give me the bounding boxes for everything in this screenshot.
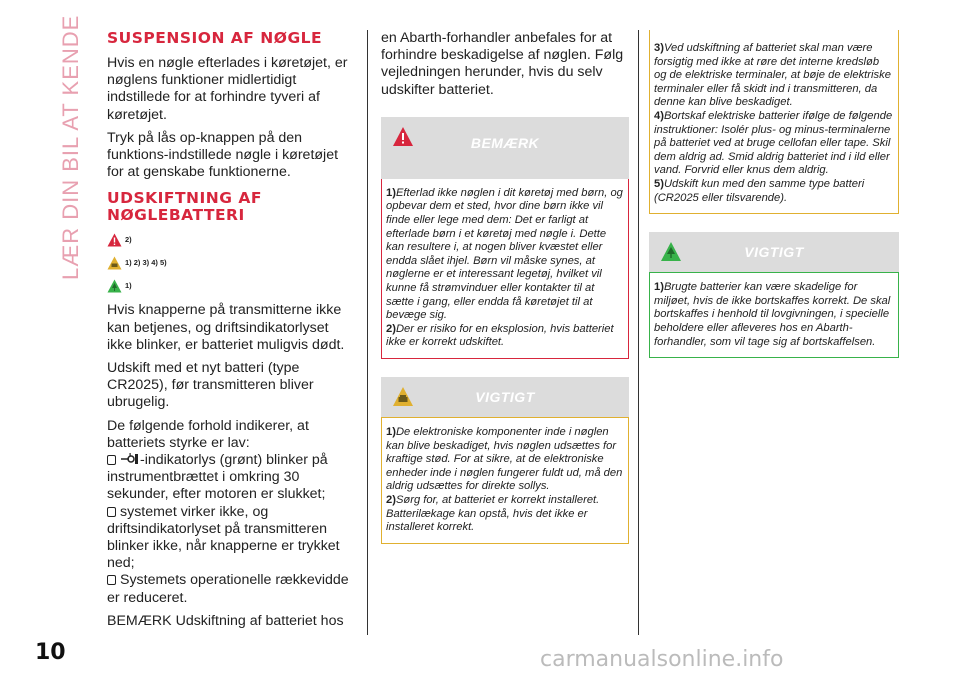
important-box-title: VIGTIGT xyxy=(475,388,535,405)
note-number: 4) xyxy=(654,109,664,122)
note-text: Ved udskiftning af batteriet skal man være forsigtig med ikke at røre det interne kredsløb og de elektriske terminaler, at bøje de elektriske terminaler eller få skidt ind i transmitteren, da denne kan blive beskadiget. xyxy=(654,42,891,109)
note-text: Udskift kun med den samme type batteri (CR2025 eller tilsvarende). xyxy=(654,177,865,204)
reference-numbers: 1) xyxy=(125,281,132,291)
heading-key-suspension: SUSPENSION AF NØGLE xyxy=(107,29,323,47)
note-number: 1) xyxy=(654,281,664,294)
note-item xyxy=(654,178,894,205)
column-divider xyxy=(638,30,639,635)
note-item xyxy=(386,187,624,323)
note-box xyxy=(381,117,629,359)
bullet-box-icon xyxy=(107,575,116,585)
bullet-box-icon xyxy=(107,455,116,465)
note-number: 3) xyxy=(654,42,664,54)
note-box-body xyxy=(381,179,629,359)
environment-box-body xyxy=(649,272,899,358)
reference-numbers: 2) xyxy=(125,235,132,245)
note-number: 5) xyxy=(654,177,664,190)
note-text: Brugte batterier kan være skadelige for miljøet, hvis de ikke bortskaffes korrekt. De skal bortskaffes i henhold til lovgivningen, i specielle beholdere eller afleveres hos en Abarth-forhandler, som vil tage sig af bortskaffelsen. xyxy=(654,281,891,348)
bullet-item xyxy=(107,452,352,504)
note-item xyxy=(654,42,894,110)
note-item xyxy=(654,110,894,178)
important-box-continued xyxy=(649,30,899,214)
paragraph: Hvis en nøgle efterlades i køretøjet, er nøglens funktioner midlertidigt indstillede for at forhindre tyveri af køretøjet. xyxy=(107,55,348,123)
watermark-text: carmanualsonline.info xyxy=(540,647,784,672)
note-item xyxy=(654,281,894,349)
note-box-header xyxy=(381,117,629,179)
column-divider xyxy=(367,30,368,635)
note-number: 1) xyxy=(386,425,396,438)
reference-numbers: 1) 2) 3) 4) 5) xyxy=(125,258,167,268)
paragraph: BEMÆRK Udskiftning af batteriet hos xyxy=(107,612,344,629)
bullet-box-icon xyxy=(107,507,116,517)
note-text: Sørg for, at batteriet er korrekt installeret. Batterilækage kan opstå, hvis det ikke er installeret korrekt. xyxy=(386,493,600,534)
paragraph: Udskift med et nyt batteri (type CR2025), før transmitteren bliver ubrugelig. xyxy=(107,360,314,411)
environment-symbol-row xyxy=(107,274,352,297)
caution-symbol-row xyxy=(107,251,352,274)
page-number: 10 xyxy=(35,640,66,665)
important-box-body xyxy=(381,417,629,544)
column-left xyxy=(107,30,352,630)
key-indicator-icon xyxy=(120,452,140,466)
paragraph: en Abarth-forhandler anbefales for at forhindre beskadigelse af nøglen. Følg vejledningen herunder, hvis du selv udskifter batteriet. xyxy=(381,30,624,98)
important-box-header xyxy=(381,377,629,417)
bullet-item xyxy=(107,572,352,606)
paragraph: Hvis knapperne på transmitterne ikke kan betjenes, og driftsindikatorlyset ikke blinker, er batteriet muligvis dødt. xyxy=(107,302,345,353)
danger-triangle-icon xyxy=(107,233,122,247)
bullet-text: -indikatorlys (grønt) blinker på instrumentbrættet i omkring 30 sekunder, efter motoren er slukket; xyxy=(107,452,328,503)
note-number: 2) xyxy=(386,322,396,335)
column-right xyxy=(649,30,899,358)
caution-triangle-icon xyxy=(107,256,122,270)
environment-triangle-icon xyxy=(107,279,122,293)
note-number: 1) xyxy=(386,186,396,199)
paragraph: De følgende forhold indikerer, at batteriets styrke er lav: xyxy=(107,417,309,451)
important-box xyxy=(381,377,629,544)
section-side-title: LÆR DIN BIL AT KENDE xyxy=(58,14,83,280)
environment-box-header xyxy=(649,232,899,272)
bullet-text: Systemets operationelle rækkevidde er reduceret. xyxy=(107,572,349,606)
note-item xyxy=(386,494,624,535)
bullet-text: systemet virker ikke, og driftsindikatorlyset på transmitteren blinker ikke, når knapperne er trykket ned; xyxy=(107,503,340,572)
bullet-item xyxy=(107,504,352,573)
note-item xyxy=(386,426,624,494)
environment-box-title: VIGTIGT xyxy=(744,244,804,261)
heading-battery-replacement: UDSKIFTNING AF NØGLEBATTERI xyxy=(107,189,262,225)
note-text: Efterlad ikke nøglen i dit køretøj med børn, og opbevar dem et sted, hvor dine børn ikke vil finde eller lege med dem: Det er farligt at efterlade børn i et køretøj med nøgle i. Dette kan resultere i, at nogen bliver kvæstet eller endda slået ihjel. Børn vil måske synes, at nøglerne er et interessant legetøj, hvilket vil kunne få strømvinduer eller kontakter til at sætte i gang, eller endda få køretøjet til at bevæge sig. xyxy=(386,186,623,322)
note-box-title: BEMÆRK xyxy=(470,134,540,151)
note-text: Der er risiko for en eksplosion, hvis batteriet ikke er korrekt udskiftet. xyxy=(386,322,614,349)
warning-symbol-row xyxy=(107,228,352,251)
environment-box xyxy=(649,232,899,358)
column-middle xyxy=(381,30,629,544)
note-number: 2) xyxy=(386,493,396,506)
note-text: Bortskaf elektriske batterier ifølge de følgende instruktioner: Isolér plus- og minus-terminalerne på batteriet ved at bruge cellofan eller tape. Skil dem aldrig ad. Smid aldrig batteriet ind i ild eller vand. Forvrid eller knus dem aldrig. xyxy=(654,109,893,177)
paragraph: Tryk på lås op-knappen på den funktions-indstillede nøgle i køretøjet for at genskabe funktionerne. xyxy=(107,129,339,181)
note-text: De elektroniske komponenter inde i nøglen kan blive beskadiget, hvis nøglen udsættes for kraftige stød. For at sikre, at de elektroniske enheder inde i nøglen fungerer fuldt ud, må den aldrig udsættes for direkte sollys. xyxy=(386,425,623,493)
note-item xyxy=(386,323,624,350)
